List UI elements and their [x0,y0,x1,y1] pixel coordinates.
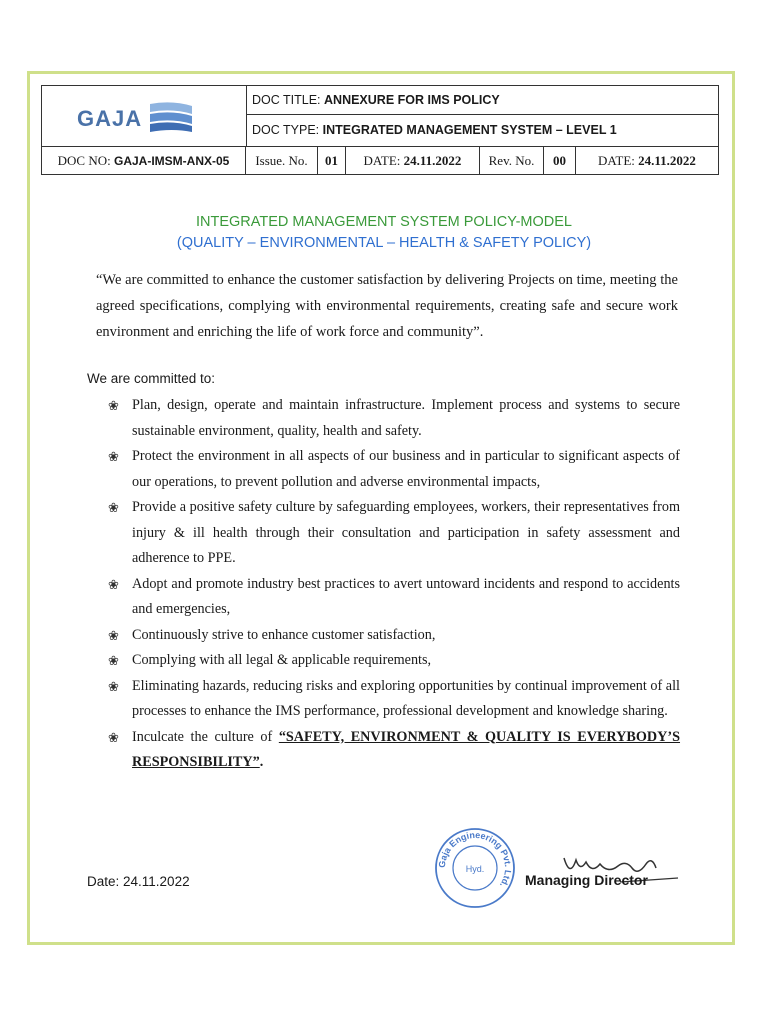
list-item-suffix: . [259,754,264,770]
doc-no-value: GAJA-IMSM-ANX-05 [114,154,230,168]
bullet-icon: ❀ [108,500,119,515]
doc-title-value: ANNEXURE FOR IMS POLICY [324,93,500,107]
rev-label: Rev. No. [488,153,535,168]
rev-label-cell [480,147,544,175]
issue-value-cell [318,147,346,175]
commitment-list [106,393,680,776]
issue-label-cell [246,147,318,175]
logo-cell [42,86,247,146]
bullet-icon: ❀ [108,653,119,668]
issue-value: 01 [325,153,338,168]
list-item [106,444,680,495]
date2-value: 24.11.2022 [638,153,696,168]
list-item-prefix: Inculcate the culture of [132,728,279,745]
list-item-text: Provide a positive safety culture by safeguarding employees, workers, their representatives from injury & ill health through their consultation and participation in safety assessment and adherence to PPE. [132,499,680,566]
committed-label: We are committed to: [87,371,216,386]
list-item [106,495,680,572]
doc-no-cell [42,147,246,175]
stamp-center-text: Hyd. [465,864,485,874]
bullet-icon: ❀ [108,729,119,745]
list-item-text: Complying with all legal & applicable requirements, [132,652,432,668]
company-logo-text: GAJA [77,106,143,131]
doc-no-label: DOC NO: [57,153,111,168]
list-item-text: Plan, design, operate and maintain infrastructure. Implement process and systems to secure sustainable environment, quality, health and safety. [132,397,680,439]
date-label: DATE: [363,153,401,168]
doc-title-label: DOC TITLE: [252,93,321,107]
doc-type-row [246,115,718,146]
bullet-icon: ❀ [108,678,119,694]
signatory-title: Managing Director [525,872,648,888]
policy-title: INTEGRATED MANAGEMENT SYSTEM POLICY-MODEL [196,214,572,230]
list-item [106,648,680,674]
stamp-text: Gaja Engineering Pvt. Ltd. [436,829,514,890]
date2-label: DATE: [598,153,635,168]
date-value: 24.11.2022 [403,153,462,168]
document-header-table [41,85,719,175]
issue-label: Issue. No. [255,153,308,168]
policy-subtitle: (QUALITY – ENVIRONMENTAL – HEALTH & SAFETY POLICY) [176,235,592,251]
company-stamp-icon [433,826,517,910]
culture-emphasis: “SAFETY, ENVIRONMENT & QUALITY IS EVERYBODY’S RESPONSIBILITY” [132,728,681,770]
list-item-text: Continuously strive to enhance customer satisfaction, [132,626,436,643]
doc-type-label: DOC TYPE: [252,123,320,137]
list-item [106,623,680,649]
list-item [106,725,680,776]
list-item-text: Protect the environment in all aspects of our business and in particular to significant aspects of our operations, to prevent pollution and adverse environmental impacts, [132,448,680,490]
list-item [106,674,680,725]
company-logo-icon [146,100,196,134]
date2-cell [576,147,718,175]
list-item-text: Adopt and promote industry best practices to avert untoward incidents and respond to accidents and emergencies, [132,575,680,617]
footer-date: Date: 24.11.2022 [87,874,190,889]
policy-title-block [0,212,768,254]
policy-statement: “We are committed to enhance the customer satisfaction by delivering Projects on time, meeting the agreed specifications, complying with environmental requirements, creating safe and secure work environment and enriching the life of work force and community”. [96,272,678,340]
doc-title-row [246,86,718,115]
rev-value: 00 [553,153,566,168]
bullet-icon: ❀ [108,576,119,592]
bullet-icon: ❀ [108,627,119,643]
doc-type-value: INTEGRATED MANAGEMENT SYSTEM – LEVEL 1 [322,123,617,137]
list-item [106,393,680,444]
list-item [106,572,680,623]
rev-value-cell [544,147,576,175]
bullet-icon: ❀ [108,449,119,464]
list-item-text: Eliminating hazards, reducing risks and exploring opportunities by continual improvement of all processes to enhance the IMS performance, professional development and knowledge sharing. [132,677,680,719]
doc-meta-row [42,146,718,175]
bullet-icon: ❀ [108,398,119,413]
date-cell [346,147,480,175]
